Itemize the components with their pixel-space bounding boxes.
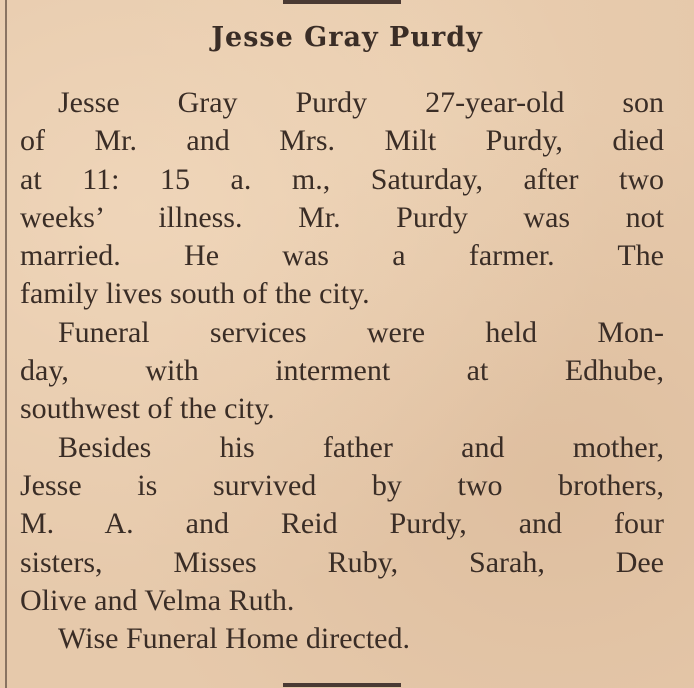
body-line-4: weeks’ illness. Mr. Purdy was not — [20, 200, 664, 234]
body-line-13: sisters, Misses Ruby, Sarah, Dee — [20, 545, 664, 579]
body-line-10: Besides his father and mother, — [58, 430, 664, 464]
left-column-rule — [5, 0, 7, 688]
bottom-divider-rule — [283, 683, 401, 687]
body-line-9: southwest of the city. — [20, 392, 275, 426]
headline: Jesse Gray Purdy — [211, 22, 483, 53]
body-line-1: Jesse Gray Purdy 27-year-old son — [58, 86, 664, 119]
body-line-2: of Mr. and Mrs. Milt Purdy, died — [20, 124, 664, 158]
body-line-15: Wise Funeral Home directed. — [58, 622, 411, 656]
body-line-11: Jesse is survived by two brothers, — [20, 468, 664, 502]
body-line-6: family lives south of the city. — [20, 277, 370, 311]
body-line-3: at 11: 15 a. m., Saturday, after two — [20, 162, 664, 196]
body-line-12: M. A. and Reid Purdy, and four — [20, 507, 664, 541]
body-line-5: married. He was a farmer. The — [20, 239, 664, 273]
obituary-body — [20, 84, 664, 658]
body-line-8: day, with interment at Edhube, — [20, 354, 664, 388]
top-divider-rule — [283, 0, 401, 4]
body-line-7: Funeral services were held Mon- — [58, 315, 664, 349]
body-line-14: Olive and Velma Ruth. — [20, 583, 295, 617]
